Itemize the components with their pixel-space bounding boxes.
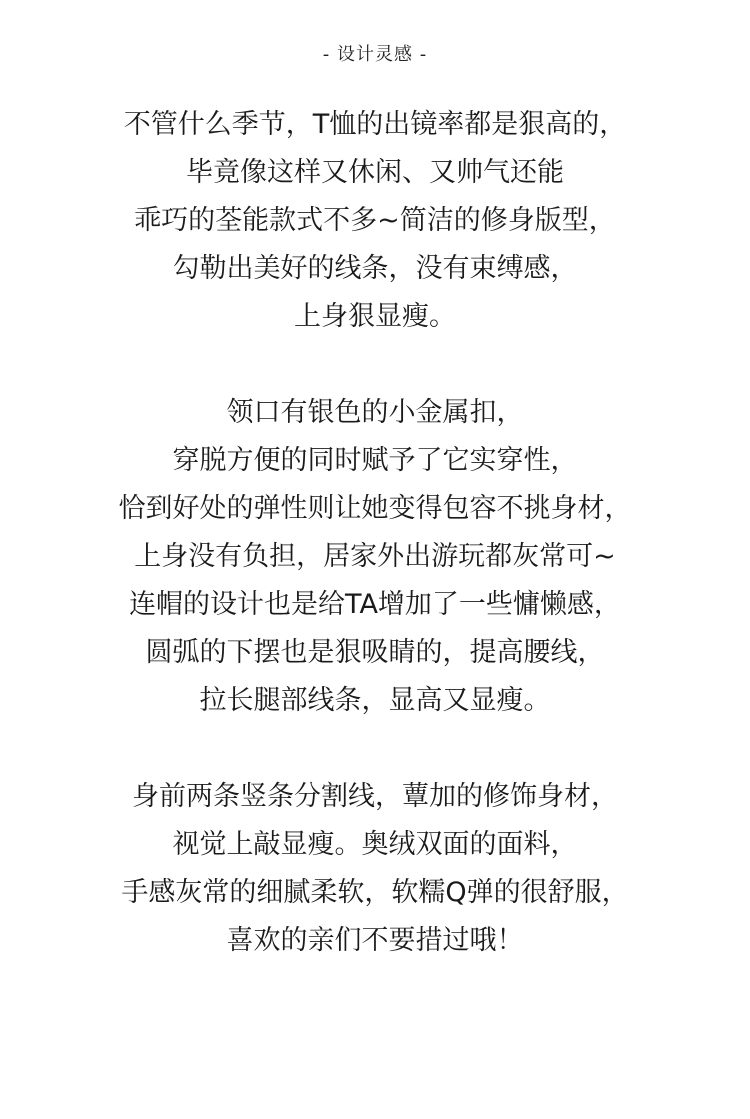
text-line: 上身狠显瘦。 [294,301,456,332]
text-line: 穿脱方便的同时赋予了它实穿性， [172,445,578,476]
text-line: 毕竟像这样又休闲、又帅气还能 [186,157,564,188]
text-line: 喜欢的亲们不要措过哦！ [226,925,524,956]
text-line: 圆弧的下摆也是狠吸睛的，提高腰线， [145,637,605,668]
text-line: 乖巧的荃能款式不多~简洁的修身版型， [134,205,616,236]
paragraph-details [0,389,750,725]
text-line: 身前两条竖条分割线，蕈加的修饰身材， [132,781,618,812]
text-line: 不管什么季节，T恤的出镜率都是狠高的， [123,109,627,140]
text-line: 连帽的设计也是给TA增加了一些慵懒感， [129,589,621,620]
paragraph-fabric [0,773,750,965]
text-line: 恰到好处的弹性则让她变得包容不挑身材， [118,493,632,524]
text-line: 拉长腿部线条，显高又显瘦。 [199,685,551,716]
text-line: 领口有银色的小金属扣， [226,397,524,428]
text-line: 上身没有负担，居家外出游玩都灰常可~ [134,541,616,572]
section-title: - 设计灵感 - [322,44,428,65]
text-line: 勾勒出美好的线条，没有束缚感， [172,253,578,284]
text-line: 手感灰常的细腻柔软，软糯Q弹的很舒服， [121,877,629,908]
paragraph-intro [0,101,750,341]
text-line: 视觉上敲显瘦。奥绒双面的面料， [172,829,578,860]
